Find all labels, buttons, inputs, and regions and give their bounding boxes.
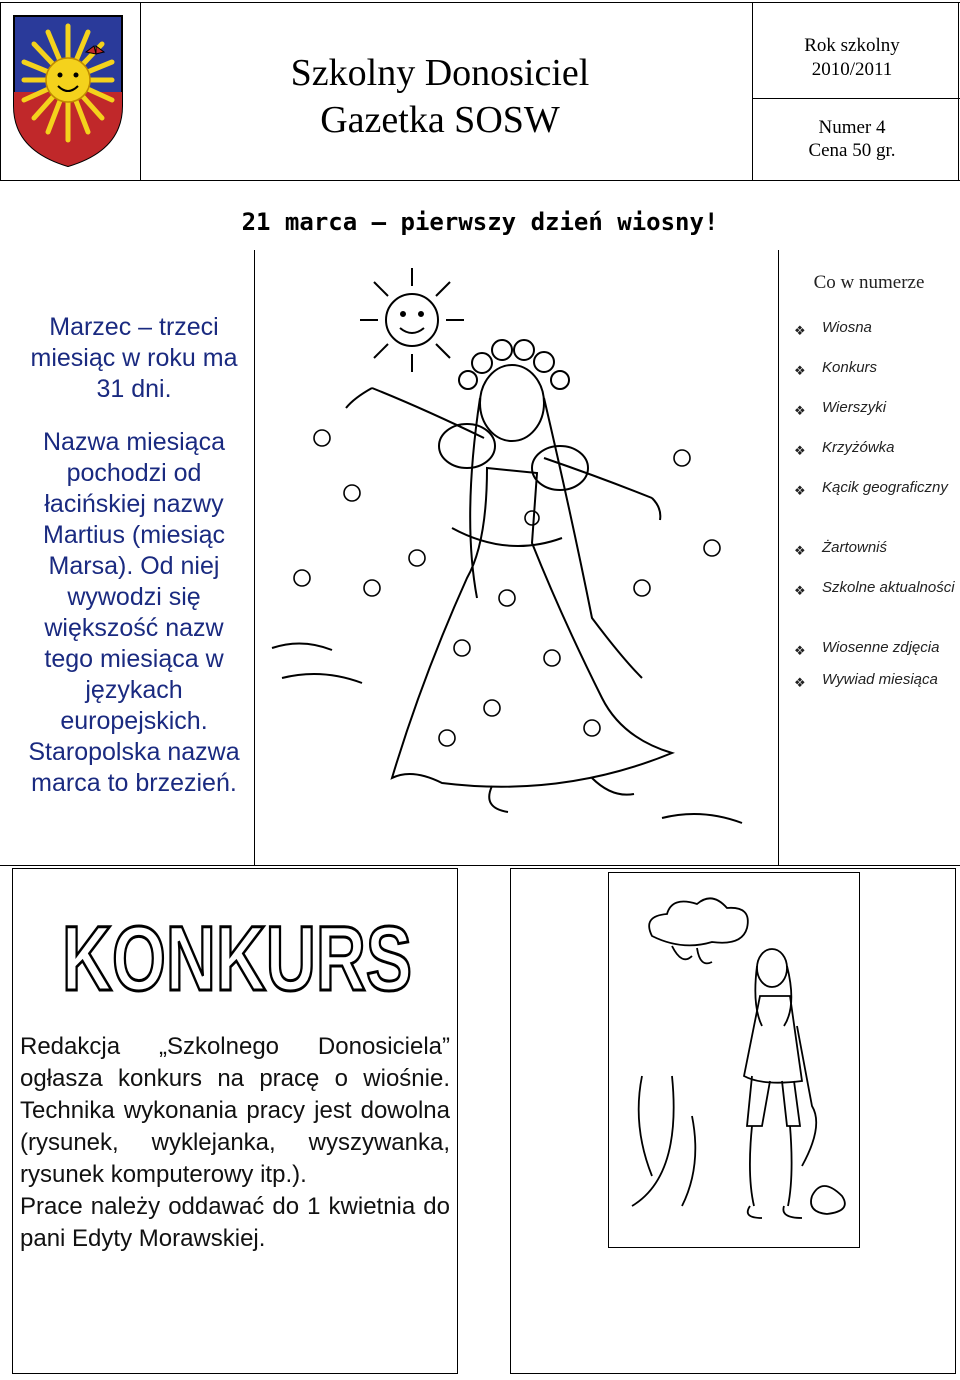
fact-paragraph-1: Marzec – trzeci miesiąc w roku ma 31 dni. <box>30 313 238 403</box>
girl-with-umbrella-illustration <box>612 876 856 1244</box>
diamond-bullet-icon: ❖ <box>794 643 806 658</box>
headline: 21 marca – pierwszy dzień wiosny! <box>241 208 719 236</box>
contest-heading <box>52 900 422 1010</box>
contents-item: ❖ Wywiad miesiąca <box>778 670 960 710</box>
contest-heading-text: KONKURS <box>62 908 412 1010</box>
contents-title: Co w numerze <box>813 272 925 293</box>
issue-price: Cena 50 gr. <box>808 140 896 161</box>
contest-text <box>20 1031 450 1255</box>
contents-item: ❖ Kącik geograficzny <box>778 478 960 538</box>
diamond-bullet-icon: ❖ <box>794 675 806 690</box>
diamond-bullet-icon: ❖ <box>794 323 806 338</box>
contents-list <box>778 318 960 710</box>
title-line-2: Gazetka SOSW <box>320 99 560 141</box>
contest-paragraph-1: Redakcja „Szkolnego Donosiciela” ogłasza konkurs na pracę o wiośnie. Technika wykonania pracy jest dowolna (rysunek, wyklejanka, wyszywanka, rysunek komputerowy itp.). <box>20 1033 450 1188</box>
sun-icon <box>360 268 464 372</box>
year-value: 2010/2011 <box>811 59 893 80</box>
contents-item: ❖ Wiosna <box>778 318 960 358</box>
contents-item: ❖ Wiosenne zdjęcia <box>778 638 960 670</box>
contents-item: ❖ Żartowniś <box>778 538 960 578</box>
fact-paragraph-2: Nazwa miesiąca pochodzi od łacińskiej nazwy Martius (miesiąc Marsa). Od niej wywodzi się większość nazw tego miesiąca w językach europejskich. Staropolska nazwa marca to brzezień. <box>28 428 240 797</box>
diamond-bullet-icon: ❖ <box>794 403 806 418</box>
spring-girl-illustration <box>262 258 772 858</box>
title-line-1: Szkolny Donosiciel <box>290 52 590 94</box>
contents-item: ❖ Szkolne aktualności <box>778 578 960 638</box>
contest-paragraph-2: Prace należy oddawać do 1 kwietnia do pani Edyty Morawskiej. <box>20 1193 450 1252</box>
march-facts <box>24 312 244 799</box>
contents-item: ❖ Wierszyki <box>778 398 960 438</box>
school-crest-icon <box>8 10 128 170</box>
diamond-bullet-icon: ❖ <box>794 363 806 378</box>
issue-info <box>752 116 952 162</box>
diamond-bullet-icon: ❖ <box>794 543 806 558</box>
issue-number: Numer 4 <box>818 117 886 138</box>
contents-item: ❖ Krzyżówka <box>778 438 960 478</box>
contents-item: ❖ Konkurs <box>778 358 960 398</box>
masthead-title <box>200 50 680 144</box>
diamond-bullet-icon: ❖ <box>794 483 806 498</box>
diamond-bullet-icon: ❖ <box>794 583 806 598</box>
year-label: Rok szkolny <box>804 35 900 56</box>
school-year <box>752 34 952 82</box>
diamond-bullet-icon: ❖ <box>794 443 806 458</box>
